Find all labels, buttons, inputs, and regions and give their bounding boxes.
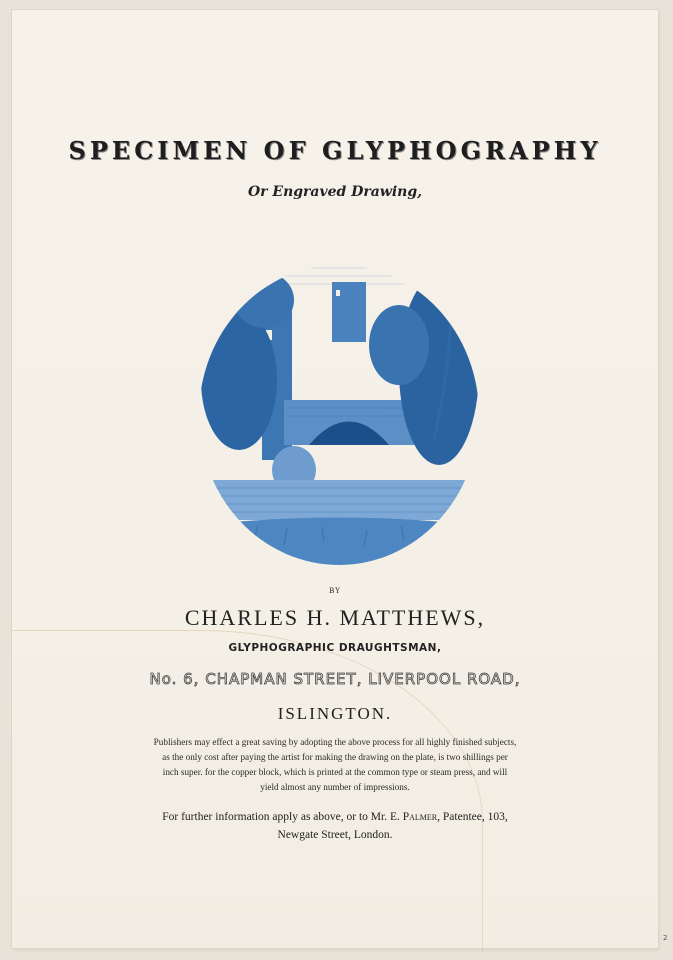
paragraph-line: inch super. for the copper block, which is printed at the common type or steam press, and will [162, 767, 508, 777]
contact-suffix: , Patentee, 103, [437, 811, 508, 823]
document-subtitle: Or Engraved Drawing, [247, 184, 423, 200]
artist-address: No. 6, CHAPMAN STREET, LIVERPOOL ROAD, [149, 670, 521, 688]
engraving-vignette [194, 240, 484, 570]
publishers-paragraph [120, 735, 550, 795]
document-sheet [12, 10, 658, 948]
artist-locality: ISLINGTON. [277, 704, 393, 723]
paragraph-line: yield almost any number of impressions. [260, 782, 410, 792]
contact-line-2: Newgate Street, London. [277, 829, 393, 841]
contact-info [112, 808, 558, 844]
artist-role: GLYPHOGRAPHIC DRAUGHTSMAN, [228, 642, 442, 654]
contact-line-1 [112, 808, 558, 826]
document-title: SPECIMEN OF GLYPHOGRAPHY [68, 136, 602, 165]
contact-name: Palmer [402, 811, 438, 823]
paragraph-line: Publishers may effect a great saving by adopting the above process for all highly finished subjects, [153, 737, 517, 747]
paragraph-line: as the only cost after paying the artist for making the drawing on the plate, is two shillings per [162, 752, 508, 762]
artist-name: CHARLES H. MATTHEWS, [184, 605, 486, 630]
byline: BY [329, 587, 341, 595]
page-number: 2 [663, 934, 668, 942]
contact-prefix: For further information apply as above, or to Mr. E. [162, 811, 400, 823]
